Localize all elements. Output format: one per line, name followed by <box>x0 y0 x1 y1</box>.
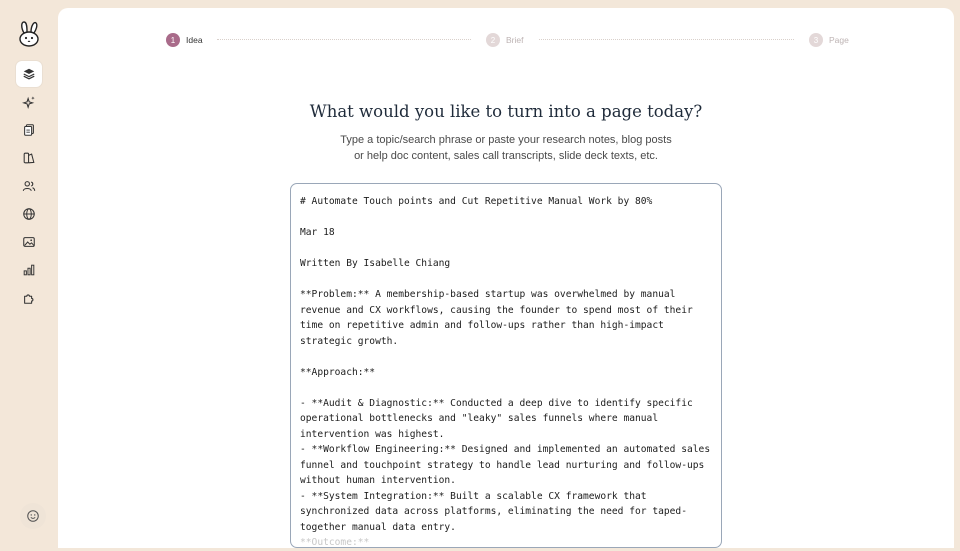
step-page[interactable] <box>809 33 849 47</box>
sidebar-nav <box>16 61 42 313</box>
stepper <box>166 33 848 47</box>
step-label: Page <box>829 35 849 45</box>
sidebar-item-layers[interactable] <box>16 61 42 87</box>
step-idea[interactable] <box>166 33 203 47</box>
user-menu-button[interactable] <box>20 503 46 529</box>
content-input[interactable] <box>290 183 722 548</box>
globe-icon <box>22 207 36 221</box>
sparkles-icon <box>22 95 36 109</box>
analytics-icon <box>22 263 36 277</box>
smiley-icon <box>26 509 40 523</box>
content-trailing-line[interactable]: **Outcome:** <box>300 537 370 548</box>
subtitle-line: Type a topic/search phrase or paste your research notes, blog posts <box>340 134 672 146</box>
sidebar-item-domains[interactable] <box>16 201 42 227</box>
integrations-icon <box>22 291 36 305</box>
sidebar-item-team[interactable] <box>16 173 42 199</box>
page-subtitle <box>58 132 954 164</box>
brand-kit-icon <box>22 151 36 165</box>
step-label: Brief <box>506 35 524 45</box>
sidebar-item-pages[interactable] <box>16 117 42 143</box>
page-title: What would you like to turn into a page today? <box>309 102 703 121</box>
sidebar-item-media[interactable] <box>16 229 42 255</box>
step-connector <box>217 39 471 40</box>
step-number: 3 <box>809 33 823 47</box>
step-number: 2 <box>486 33 500 47</box>
copy-pages-icon <box>22 123 36 137</box>
step-label: Idea <box>186 35 203 45</box>
bunny-logo-icon[interactable] <box>15 20 43 48</box>
main-panel <box>58 8 954 548</box>
sidebar-item-integrations[interactable] <box>16 285 42 311</box>
subtitle-line: or help doc content, sales call transcripts, slide deck texts, etc. <box>354 150 658 162</box>
users-icon <box>22 179 36 193</box>
layers-icon <box>22 67 36 81</box>
step-connector <box>539 39 794 40</box>
step-number: 1 <box>166 33 180 47</box>
sidebar <box>0 0 58 533</box>
step-brief[interactable] <box>486 33 523 47</box>
sidebar-item-brand[interactable] <box>16 145 42 171</box>
sidebar-item-analytics[interactable] <box>16 257 42 283</box>
content-text[interactable]: # Automate Touch points and Cut Repetitive Manual Work by 80% Mar 18 Written By Isabelle Chiang **Problem:** A membership-based startup was overwhelmed by manual revenue and CX workflows, causing the founder to spend most of their time on repetitive admin and follow-ups rather than high-impact strategic growth. **Approach:** - **Audit & Diagnostic:** Conducted a deep dive to identify specific operational bottlenecks and "leaky" sales funnels where manual intervention was highest. - **Workflow Engineering:** Designed and implemented an automated sales funnel and touchpoint strategy to handle lead nurturing and follow-ups without human intervention. - **System Integration:** Built a scalable CX framework that synchronized data across platforms, eliminating the need for taped-together manual data entry. <box>300 196 711 533</box>
sidebar-item-ai[interactable] <box>16 89 42 115</box>
image-icon <box>22 235 36 249</box>
